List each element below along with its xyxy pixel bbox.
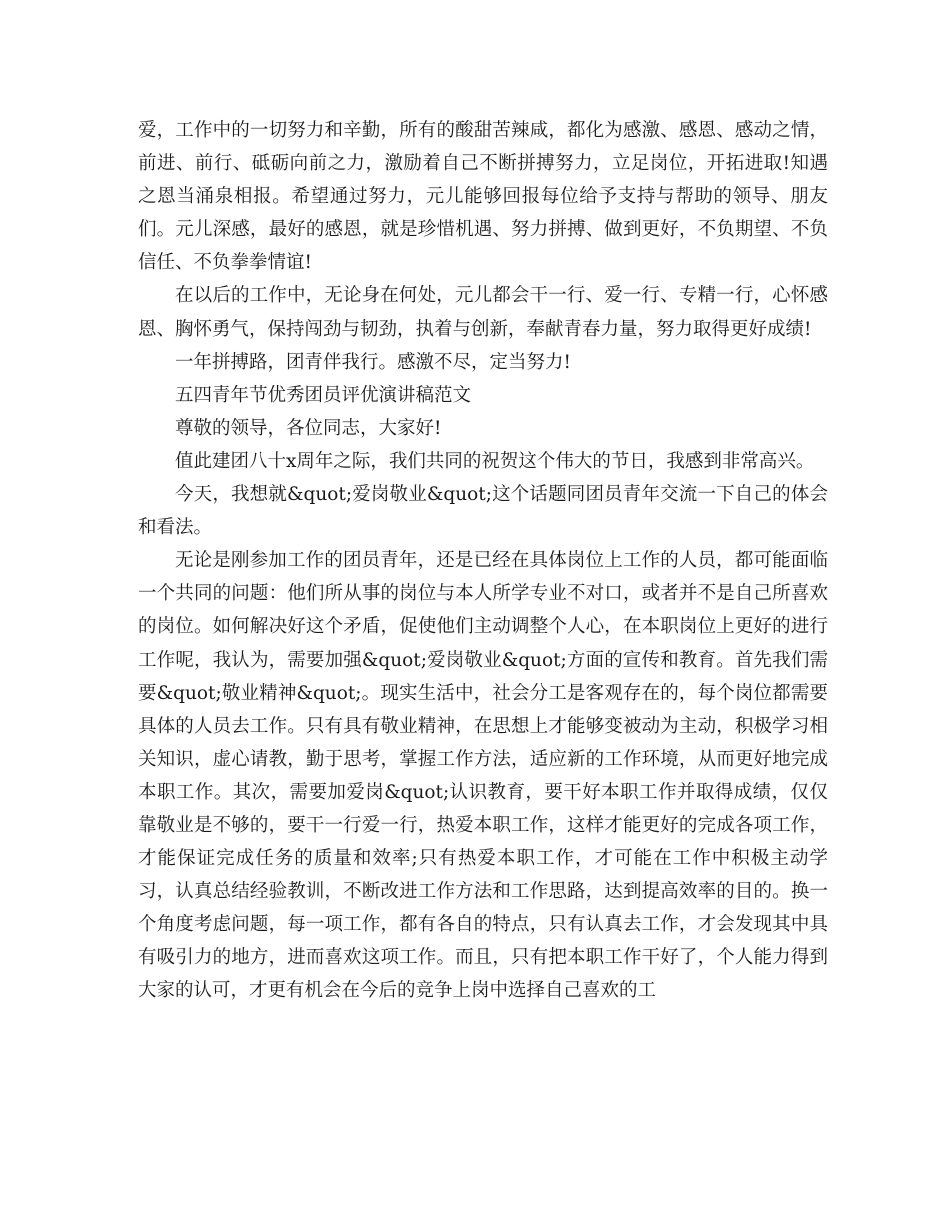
paragraph-year-summary: 一年拼搏路，团青伴我行。感激不尽，定当努力!	[175, 351, 571, 373]
paragraph-closing-thanks: 爱，工作中的一切努力和辛勤，所有的酸甜苦辣咸，都化为感激、感恩、感动之情，前进、前行、砥砺向前之力，激励着自己不断拼搏努力，立足岗位，开拓进取!知遇之恩当涌泉相报。希望通过努力，元儿能够回报每位给予支持与帮助的领导、朋友们。元儿深感，最好的感恩，就是珍惜机遇、努力拼搏、做到更好，不负期望、不负信任、不负拳拳情谊!	[138, 120, 828, 274]
paragraph-anniversary: 值此建团八十x周年之际，我们共同的祝贺这个伟大的节日，我感到非常高兴。	[175, 450, 815, 472]
speech-title: 五四青年节优秀团员评优演讲稿范文	[175, 384, 472, 406]
paragraph-greeting: 尊敬的领导，各位同志，大家好!	[175, 417, 442, 439]
paragraph-future-work: 在以后的工作中，无论身在何处，元儿都会干一行、爱一行、专精一行，心怀感恩、胸怀勇气，保持闯劲与韧劲，执着与创新，奉献青春力量，努力取得更好成绩!	[138, 285, 828, 340]
paragraph-topic-intro: 今天，我想就&quot;爱岗敬业&quot;这个话题同团员青年交流一下自己的体会和看法。	[138, 484, 828, 539]
paragraph-dedication-body: 无论是刚参加工作的团员青年，还是已经在具体岗位上工作的人员，都可能面临一个共同的问题：他们所从事的岗位与本人所学专业不对口，或者并不是自己所喜欢的岗位。如何解决好这个矛盾，促使他们主动调整个人心，在本职岗位上更好的进行工作呢，我认为，需要加强&quot;爱岗敬业&quot;方面的宣传和教育。首先我们需要&quot;敬业精神&quot;。现实生活中，社会分工是客观存在的，每个岗位都需要具体的人员去工作。只有具有敬业精神，在思想上才能够变被动为主动，积极学习相关知识，虚心请教，勤于思考，掌握工作方法，适应新的工作环境，从而更好地完成本职工作。其次，需要加爱岗&quot;认识教育，要干好本职工作并取得成绩，仅仅靠敬业是不够的，要干一行爱一行，热爱本职工作，这样才能更好的完成各项工作，才能保证完成任务的质量和效率;只有热爱本职工作，才可能在工作中积极主动学习，认真总结经验教训，不断改进工作方法和工作思路，达到提高效率的目的。换一个角度考虑问题，每一项工作，都有各自的特点，只有认真去工作，才会发现其中具有吸引力的地方，进而喜欢这项工作。而且，只有把本职工作干好了，个人能力得到大家的认可，才更有机会在今后的竞争上岗中选择自己喜欢的工	[138, 550, 828, 1002]
document-body	[138, 114, 828, 1008]
